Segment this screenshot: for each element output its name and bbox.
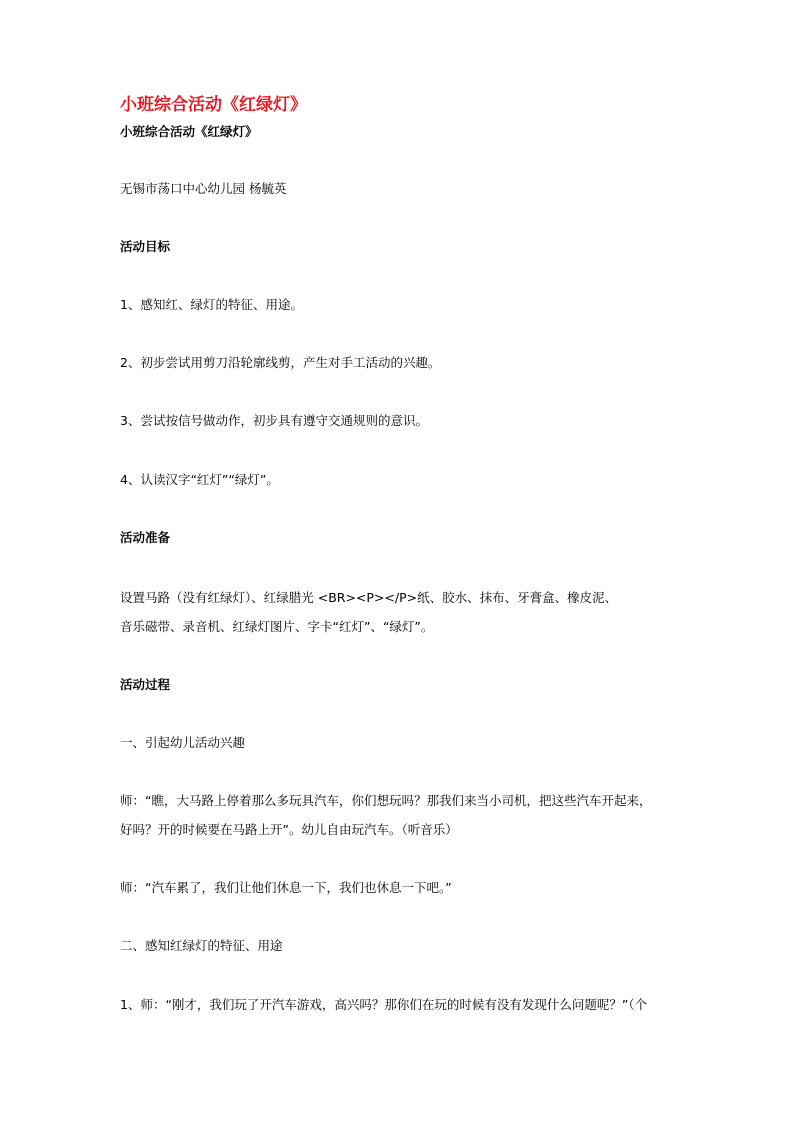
- preparation-line-1: 设置马路（没有红绿灯）、红绿腊光 <BR><P></P>纸、胶水、抹布、牙膏盒、橡皮泥、: [120, 590, 618, 605]
- goal-item-3: 3、尝试按信号做动作，初步具有遵守交通规则的意识。: [120, 413, 428, 428]
- process-step-1-heading: 一、引起幼儿活动兴趣: [120, 735, 246, 750]
- goal-item-2: 2、初步尝试用剪刀沿轮廓线剪，产生对手工活动的兴趣。: [120, 355, 441, 370]
- section-heading-process: 活动过程: [120, 677, 171, 692]
- process-step-2-heading: 二、感知红绿灯的特征、用途: [120, 938, 283, 953]
- goal-item-4: 4、认读汉字“红灯”“绿灯”。: [120, 472, 279, 487]
- process-step-1-paragraph-line-2: 好吗？开的时候要在马路上开”。幼儿自由玩汽车。（听音乐）: [120, 822, 458, 837]
- section-heading-goals: 活动目标: [120, 239, 171, 254]
- page-title: 小班综合活动《红绿灯》: [120, 95, 307, 115]
- section-heading-preparation: 活动准备: [120, 530, 171, 545]
- goal-item-1: 1、感知红、绿灯的特征、用途。: [120, 297, 303, 312]
- process-step-1-paragraph-line-1: 师：“瞧，大马路上停着那么多玩具汽车，你们想玩吗？那我们来当小司机，把这些汽车开起来，: [120, 793, 652, 808]
- article-subtitle: 小班综合活动《红绿灯》: [120, 124, 258, 139]
- process-step-2-paragraph-1: 1、师：“刚才，我们玩了开汽车游戏，高兴吗？那你们在玩的时候有没有发现什么问题呢？”（个: [120, 997, 648, 1012]
- author-line: 无锡市荡口中心幼儿园 杨毓英: [120, 181, 287, 196]
- process-step-1-paragraph-2: 师：“汽车累了，我们让他们休息一下，我们也休息一下吧。”: [120, 880, 452, 895]
- preparation-line-2: 音乐磁带、录音机、红绿灯图片、字卡“红灯”、“绿灯”。: [120, 619, 434, 634]
